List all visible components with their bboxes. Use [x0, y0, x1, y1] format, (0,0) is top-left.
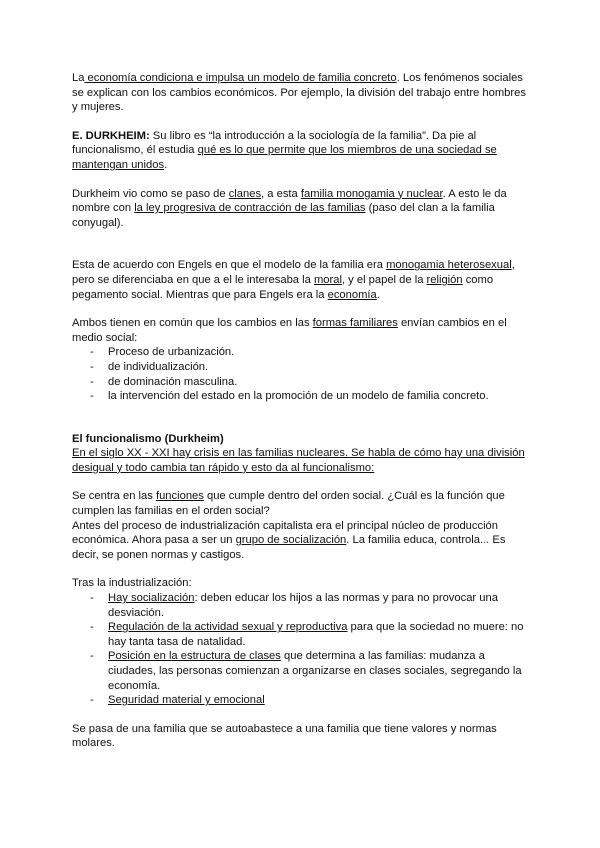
underlined-text: formas familiares	[312, 317, 398, 330]
underlined-text: En el siglo XX - XXI hay crisis en las familias nucleares. Se habla de cómo hay una división desigual y todo cambia tan rápido y esto da al funcionalismo:	[72, 447, 525, 474]
text: Su libro es “la introducción a la sociología de la familia”. Da pie al funcionalismo, él estudia	[72, 129, 477, 157]
text: Esta de acuerdo con Engels en que el modelo de la familia era	[72, 259, 387, 272]
text: , y el papel de la	[341, 273, 427, 286]
underlined-text: economía condiciona e impulsa un modelo de familia concreto	[84, 72, 397, 84]
text: , a esta	[261, 187, 301, 200]
text: (paso del clan a la familia conyugal).	[72, 202, 495, 229]
paragraph-tras: Tras la industrialización:	[72, 577, 192, 590]
paragraph-durkheim	[72, 129, 532, 173]
text: que cumple dentro del orden social. ¿Cuál es la función que cumplen las familias en el orden social?	[72, 490, 505, 518]
document-body	[72, 71, 532, 751]
paragraph-clanes	[72, 187, 532, 231]
list-item	[72, 649, 532, 693]
text: envían cambios en el medio social:	[72, 317, 507, 344]
text: como pegamento social. Mientras que para Engels era la	[72, 273, 494, 301]
underlined-text: grupo de socialización	[235, 534, 347, 547]
text: Ambos tienen en común que los cambios en las	[72, 317, 313, 330]
text: . A esto le da nombre con	[72, 187, 507, 215]
paragraph-engels	[72, 258, 532, 302]
underlined-text: Seguridad material y emocional	[108, 694, 265, 707]
underlined-text: Posición en la estructura de clases	[108, 650, 281, 663]
text: .	[376, 288, 380, 301]
list-item: - la intervención del estado en la promoción de un modelo de familia concreto.	[72, 389, 532, 404]
list-funciones	[72, 591, 532, 708]
paragraph-final: Se pasa de una familia que se autoabastece a una familia que tiene valores y normas molares.	[72, 722, 497, 750]
text: Antes del proceso de industrialización capitalista era el principal núcleo de producción económica. Ahora pasa a ser un	[72, 519, 498, 547]
text: .	[164, 158, 168, 171]
section-intro	[72, 446, 532, 475]
list-item	[72, 591, 532, 620]
underlined-text: economía	[327, 288, 377, 301]
underlined-text: clanes	[228, 187, 262, 200]
list-item: - de dominación masculina.	[72, 375, 532, 390]
paragraph-funciones	[72, 489, 532, 518]
underlined-text: qué es lo que permite que los miembros de una sociedad se mantengan unidos	[72, 144, 497, 171]
text: . La familia educa, controla... Es decir, se ponen normas y castigos.	[72, 534, 506, 561]
underlined-text: monogamia heterosexual	[386, 259, 512, 272]
paragraph-economia	[72, 71, 532, 115]
underlined-text: Regulación de la actividad sexual y reproductiva	[108, 621, 348, 634]
text: , pero se diferenciaba en que a el le interesaba la	[72, 259, 515, 286]
underlined-text: familia monogamia y nuclear	[300, 187, 443, 200]
text: para que la sociedad no muere: no hay tanta tasa de natalidad.	[108, 621, 524, 648]
text: . Los fenómenos sociales se explican con los cambios económicos. Por ejemplo, la división del trabajo entre hombres y mujeres.	[72, 72, 526, 114]
list-item	[72, 693, 532, 708]
list-item: - de individualización.	[72, 360, 532, 375]
text: La	[72, 72, 85, 84]
text: Durkheim vio como se paso de	[72, 187, 229, 200]
text: Se centra en las	[72, 490, 156, 503]
text: : deben educar los hijos a las normas y para no provocar una desviación.	[108, 592, 498, 619]
underlined-text: la ley progresiva de contracción de las familias	[134, 202, 366, 215]
underlined-text: Hay socialización	[108, 592, 195, 605]
paragraph-industrializacion	[72, 519, 532, 563]
list-item	[72, 620, 532, 649]
list-cambios	[72, 345, 532, 403]
underlined-text: moral	[313, 273, 342, 286]
section-heading: El funcionalismo (Durkheim)	[72, 432, 224, 445]
paragraph-comun	[72, 316, 532, 345]
bold-label: E. DURKHEIM:	[72, 129, 150, 142]
list-item: - Proceso de urbanización.	[72, 345, 532, 360]
text: que determina a las familias: mudanza a ciudades, las personas comienzan a organizarse en clases sociales, segregando la economía.	[108, 650, 522, 692]
underlined-text: religión	[426, 273, 463, 286]
underlined-text: funciones	[155, 490, 204, 503]
